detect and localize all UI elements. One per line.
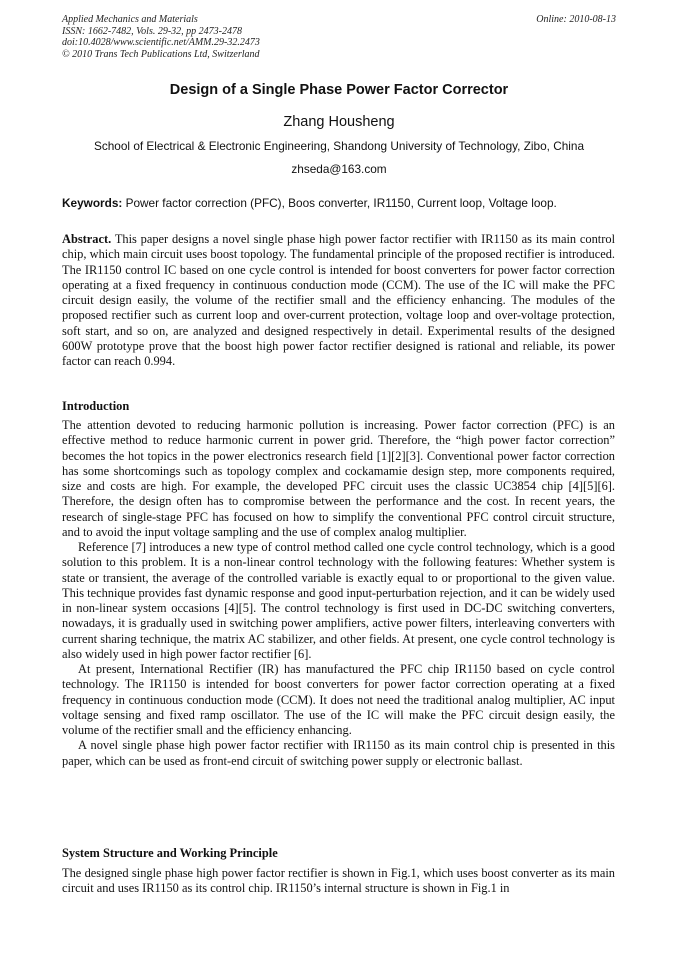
copyright-line: © 2010 Trans Tech Publications Ltd, Switzerland [62, 48, 260, 60]
paragraph: At present, International Rectifier (IR) has manufactured the PFC chip IR1150 based on cycle control technology. The IR1150 is intended for boost converters for power factor correction operating at a fixed frequency in continuous conduction mode (CCM). It does not need the traditional analog multiplier, AC input voltage sensing and fixed ramp oscillator. The use of the IC will make the PFC circuit design easily, the volume of the rectifier small and the efficiency enhancing. [62, 662, 615, 737]
issn-line: ISSN: 1662-7482, Vols. 29-32, pp 2473-2478 [62, 25, 242, 37]
paper-title: Design of a Single Phase Power Factor Corrector [169, 82, 509, 98]
author-name: Zhang Housheng [283, 114, 395, 130]
keywords [62, 196, 618, 210]
abstract [62, 232, 615, 369]
introduction-body [62, 418, 615, 769]
author-affiliation: School of Electrical & Electronic Engineering, Shandong University of Technology, Zibo, China [93, 139, 585, 153]
keywords-text: Power factor correction (PFC), Boos converter, IR1150, Current loop, Voltage loop. [125, 196, 557, 210]
journal-name: Applied Mechanics and Materials [62, 14, 198, 25]
journal-header [62, 14, 616, 60]
section-heading-system: System Structure and Working Principle [62, 846, 278, 860]
paragraph: The designed single phase high power factor rectifier is shown in Fig.1, which uses boost converter as its main circuit and uses IR1150 as its control chip. IR1150’s internal structure is shown in Fig.1 in [62, 866, 615, 896]
author-email: zhseda@163.com [291, 162, 387, 176]
section-heading-introduction: Introduction [62, 399, 130, 413]
online-date: Online: 2010-08-13 [536, 14, 616, 25]
abstract-label: Abstract. [62, 232, 112, 246]
abstract-text: This paper designs a novel single phase high power factor rectifier with IR1150 as its main control chip, which main circuit uses boost topology. The fundamental principle of the proposed rectifier is introduced. The IR1150 control IC based on one cycle control is intended for boost converters for power factor correction operating at a fixed frequency in continuous conduction mode (CCM). The use of the IC will make the PFC circuit design easily, the volume of the rectifier small and the efficiency enhancing. The modules of the proposed rectifier such as current loop and over-current protection, voltage loop and over-voltage protection, soft start, and so on, are analyzed and designed respectively in detail. Experimental results of the designed 600W prototype prove that the boost high power factor rectifier designed is rational and reliable, its power factor can reach 0.994. [62, 232, 616, 368]
paragraph: A novel single phase high power factor rectifier with IR1150 as its main control chip is presented in this paper, which can be used as front-end circuit of switching power supply or electronic ballast. [62, 738, 615, 768]
paragraph: Reference [7] introduces a new type of control method called one cycle control technology, which is a good solution to this problem. It is a non-linear control technology with the following features: Whether system is state or transient, the average of the controlled variable is exactly equal to or proportional to the given value. This technique provides fast dynamic response and good input-perturbation rejection, and it can be widely used in non-linear system occasions [4][5]. The control technology is first used in DC-DC switching converters, nowadays, it is gradually used in switching power amplifiers, active power filters, interleaving converters with current sharing technique, the matrix AC stabilizer, and other fields. At present, one cycle control technology is also widely used in high power factor rectifier [6]. [62, 540, 615, 661]
doi-line: doi:10.4028/www.scientific.net/AMM.29-32.2473 [62, 37, 260, 48]
paragraph: The attention devoted to reducing harmonic pollution is increasing. Power factor correction (PFC) is an effective method to reduce harmonic current in power grid. Therefore, the “high power factor correction” becomes the hot topics in the power electronics research field [1][2][3]. Conventional power factor correction has some shortcomings such as topology complex and cockamamie design step, more components required, size and costs are high. For example, the developed PFC circuit uses the classic UC3854 chip [4][5][6]. Therefore, the design often has to compromise between the performance and the cost. In recent years, the research of single-stage PFC has focused on how to simplify the conventional PFC control circuit structure, and to avoid the input voltage sampling and the use of complex analog multiplier. [62, 418, 615, 539]
system-body [62, 866, 615, 897]
keywords-label: Keywords: [62, 196, 123, 210]
